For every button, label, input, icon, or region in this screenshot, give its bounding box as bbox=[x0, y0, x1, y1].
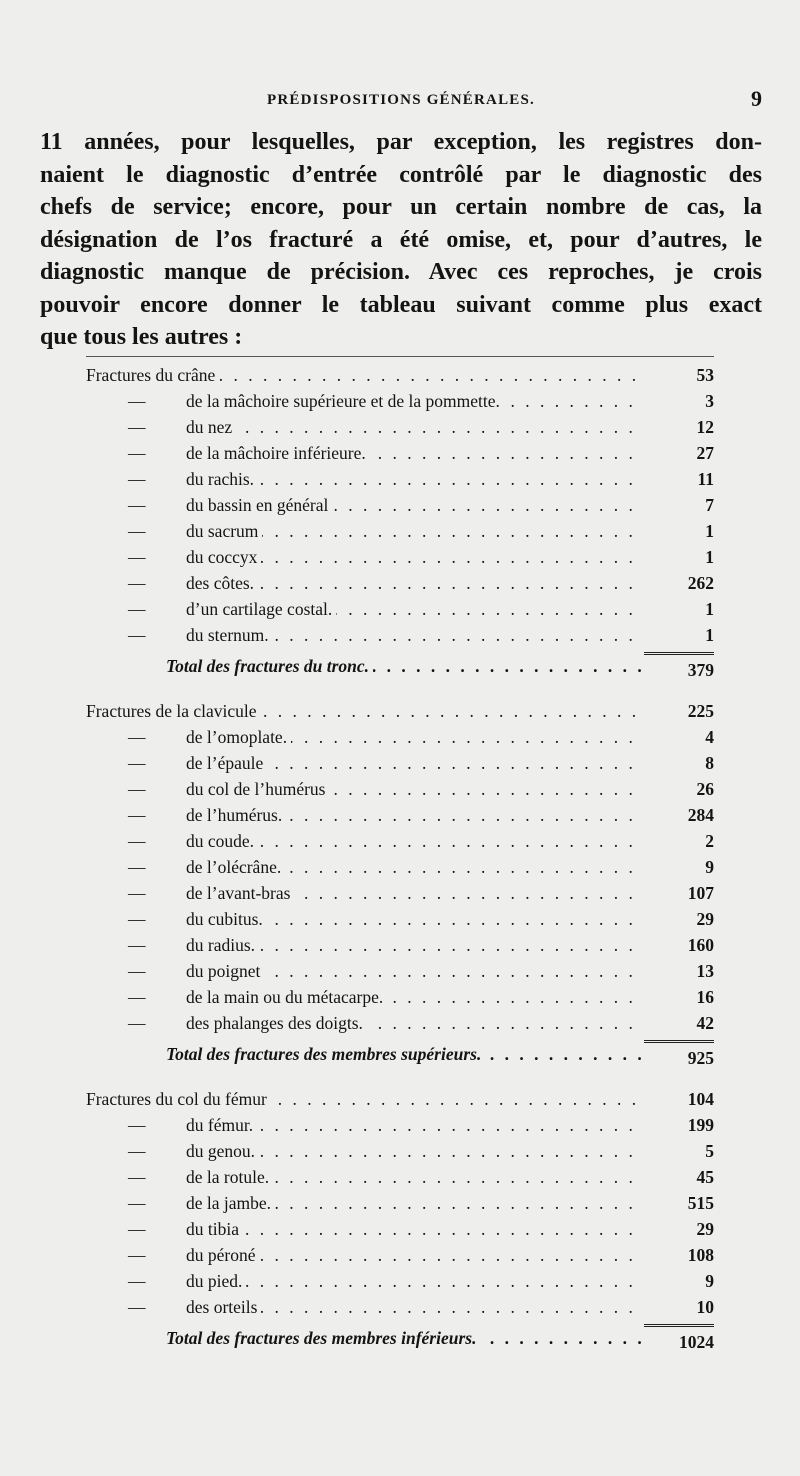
row-label-text: Fractures du col du fémur bbox=[86, 1089, 271, 1109]
table-row bbox=[86, 932, 714, 958]
row-label-text: Total des fractures des membres supérieurs. bbox=[166, 1044, 485, 1064]
section-gap bbox=[86, 690, 714, 698]
row-label-text: du genou. bbox=[186, 1141, 259, 1161]
row-label bbox=[186, 1190, 644, 1216]
table-row bbox=[86, 750, 714, 776]
table-row bbox=[86, 724, 714, 750]
dash-mark: — bbox=[128, 521, 146, 541]
intro-paragraph bbox=[40, 126, 762, 354]
row-label-text: du radius. bbox=[186, 935, 259, 955]
row-value: 515 bbox=[687, 1193, 714, 1213]
row-value: 1 bbox=[705, 599, 714, 619]
row-value: 108 bbox=[687, 1245, 714, 1265]
section-gap bbox=[86, 1078, 714, 1086]
row-value: 1 bbox=[705, 625, 714, 645]
row-label bbox=[186, 388, 644, 414]
table-row bbox=[86, 776, 714, 802]
table-row bbox=[86, 1164, 714, 1190]
row-label-text: du cubitus. bbox=[186, 909, 267, 929]
table-row bbox=[86, 466, 714, 492]
table-row bbox=[86, 828, 714, 854]
row-value: 3 bbox=[705, 391, 714, 411]
dash-mark: — bbox=[128, 1245, 146, 1265]
table-row bbox=[86, 1294, 714, 1320]
table-row bbox=[86, 802, 714, 828]
row-label bbox=[186, 854, 644, 880]
row-label-text: du pied. bbox=[186, 1271, 246, 1291]
dash-mark: — bbox=[128, 573, 146, 593]
row-value: 8 bbox=[705, 753, 714, 773]
row-value: 53 bbox=[696, 365, 714, 385]
row-label bbox=[186, 906, 644, 932]
row-label bbox=[186, 518, 644, 544]
row-label bbox=[186, 776, 644, 802]
dash-mark: — bbox=[128, 495, 146, 515]
total-row bbox=[86, 648, 714, 690]
total-row bbox=[86, 1320, 714, 1362]
row-label-text: du sternum. bbox=[186, 625, 273, 645]
dash-mark: — bbox=[128, 1013, 146, 1033]
table-row bbox=[86, 880, 714, 906]
dash-mark: — bbox=[128, 1141, 146, 1161]
row-value: 9 bbox=[705, 857, 714, 877]
row-label bbox=[186, 1164, 644, 1190]
row-label bbox=[186, 1138, 644, 1164]
row-label-text: du péroné bbox=[186, 1245, 260, 1265]
row-label bbox=[186, 622, 644, 648]
row-label-text: de la main ou du métacarpe. bbox=[186, 987, 387, 1007]
row-value: 225 bbox=[687, 701, 714, 721]
row-label-text: de la rotule. bbox=[186, 1167, 273, 1187]
table-row bbox=[86, 1112, 714, 1138]
row-label-text: de l’olécrâne. bbox=[186, 857, 285, 877]
row-label bbox=[186, 984, 644, 1010]
row-label bbox=[186, 492, 644, 518]
row-label-text: du tibia bbox=[186, 1219, 243, 1239]
table-section-superieurs bbox=[86, 698, 714, 1078]
table-row bbox=[86, 596, 714, 622]
dash-mark: — bbox=[128, 831, 146, 851]
table-row bbox=[86, 570, 714, 596]
row-label bbox=[186, 414, 644, 440]
row-label bbox=[186, 1242, 644, 1268]
dash-mark: — bbox=[128, 1115, 146, 1135]
row-label bbox=[186, 1010, 644, 1036]
table-row bbox=[86, 1216, 714, 1242]
row-value: 12 bbox=[696, 417, 714, 437]
paragraph-line: que tous les autres : bbox=[40, 324, 243, 350]
row-label-text: Fractures du crâne bbox=[86, 365, 219, 385]
row-label bbox=[186, 466, 644, 492]
dash-mark: — bbox=[128, 753, 146, 773]
dash-mark: — bbox=[128, 417, 146, 437]
total-row bbox=[86, 1036, 714, 1078]
paragraph-line: chefs de service; encore, pour un certain nombre de cas, la bbox=[40, 194, 762, 220]
dash-mark: — bbox=[128, 1219, 146, 1239]
row-label bbox=[186, 544, 644, 570]
dash-mark: — bbox=[128, 805, 146, 825]
group-head-row bbox=[86, 698, 714, 724]
row-label bbox=[186, 1216, 644, 1242]
table-row bbox=[86, 518, 714, 544]
table-section-tronc bbox=[86, 362, 714, 690]
paragraph-line: naient le diagnostic d’entrée contrôlé par le diagnostic des bbox=[40, 161, 762, 188]
row-label-text: de l’humérus. bbox=[186, 805, 286, 825]
row-value: 11 bbox=[697, 469, 714, 489]
dash-mark: — bbox=[128, 1297, 146, 1317]
row-label bbox=[166, 648, 644, 684]
row-value: 262 bbox=[687, 573, 714, 593]
table-row bbox=[86, 544, 714, 570]
row-label bbox=[186, 1268, 644, 1294]
table-row bbox=[86, 414, 714, 440]
table-row bbox=[86, 906, 714, 932]
row-label bbox=[186, 596, 644, 622]
dash-mark: — bbox=[128, 1193, 146, 1213]
row-label-text: d’un cartilage costal. bbox=[186, 599, 336, 619]
dash-mark: — bbox=[128, 599, 146, 619]
fracture-table bbox=[86, 362, 714, 1362]
dash-mark: — bbox=[128, 987, 146, 1007]
row-value: 10 bbox=[696, 1297, 714, 1317]
row-label bbox=[186, 958, 644, 984]
row-label-text: du rachis. bbox=[186, 469, 258, 489]
dash-mark: — bbox=[128, 857, 146, 877]
table-row bbox=[86, 854, 714, 880]
paragraph-line: diagnostic manque de précision. Avec ces reproches, je crois bbox=[40, 259, 762, 285]
paragraph-line: 11 années, pour lesquelles, par exception, les registres don- bbox=[40, 129, 762, 155]
row-label bbox=[166, 1036, 644, 1072]
table-row bbox=[86, 984, 714, 1010]
row-value: 160 bbox=[687, 935, 714, 955]
row-label-text: du poignet bbox=[186, 961, 264, 981]
row-label bbox=[186, 750, 644, 776]
table-row bbox=[86, 1138, 714, 1164]
row-label-text: de la mâchoire inférieure. bbox=[186, 443, 370, 463]
row-label-text: du bassin en général bbox=[186, 495, 332, 515]
row-label-text: du coccyx bbox=[186, 547, 261, 567]
row-label bbox=[186, 1112, 644, 1138]
group-head-row bbox=[86, 1086, 714, 1112]
row-label bbox=[86, 1086, 644, 1112]
row-value: 284 bbox=[687, 805, 714, 825]
row-label bbox=[86, 698, 644, 724]
row-value: 13 bbox=[696, 961, 714, 981]
row-label-text: du fémur. bbox=[186, 1115, 257, 1135]
row-value: 1 bbox=[705, 547, 714, 567]
row-label-text: du col de l’humérus bbox=[186, 779, 329, 799]
dash-mark: — bbox=[128, 883, 146, 903]
dash-mark: — bbox=[128, 547, 146, 567]
group-head-row bbox=[86, 362, 714, 388]
row-label bbox=[86, 362, 644, 388]
row-label-text: du nez bbox=[186, 417, 236, 437]
row-value: 4 bbox=[705, 727, 714, 747]
row-label-text: de la jambe. bbox=[186, 1193, 275, 1213]
dash-mark: — bbox=[128, 1167, 146, 1187]
dash-mark: — bbox=[128, 961, 146, 981]
row-label-text: des côtes. bbox=[186, 573, 258, 593]
running-head: PRÉDISPOSITIONS GÉNÉRALES. bbox=[267, 92, 535, 108]
row-value: 1024 bbox=[644, 1324, 714, 1357]
row-label bbox=[186, 828, 644, 854]
row-label bbox=[186, 1294, 644, 1320]
table-row bbox=[86, 492, 714, 518]
row-label-text: de l’omoplate. bbox=[186, 727, 291, 747]
dash-mark: — bbox=[128, 469, 146, 489]
row-label-text: de l’avant-bras bbox=[186, 883, 294, 903]
row-label bbox=[186, 932, 644, 958]
row-label bbox=[166, 1320, 644, 1356]
row-value: 107 bbox=[687, 883, 714, 903]
row-label bbox=[186, 724, 644, 750]
page-number: 9 bbox=[751, 86, 762, 111]
row-label-text: de la mâchoire supérieure et de la pommette. bbox=[186, 391, 504, 411]
table-row bbox=[86, 1190, 714, 1216]
row-label-text: Total des fractures du tronc. bbox=[166, 656, 373, 676]
table-section-inferieurs bbox=[86, 1086, 714, 1362]
row-value: 199 bbox=[687, 1115, 714, 1135]
row-label-text: du sacrum bbox=[186, 521, 262, 541]
table-row bbox=[86, 958, 714, 984]
row-label bbox=[186, 880, 644, 906]
dash-mark: — bbox=[128, 727, 146, 747]
row-value: 7 bbox=[705, 495, 714, 515]
row-label bbox=[186, 802, 644, 828]
table-row bbox=[86, 440, 714, 466]
row-label bbox=[186, 440, 644, 466]
row-label-text: de l’épaule bbox=[186, 753, 267, 773]
row-label-text: Total des fractures des membres inférieurs. bbox=[166, 1328, 480, 1348]
dash-mark: — bbox=[128, 935, 146, 955]
dash-mark: — bbox=[128, 443, 146, 463]
page-header bbox=[40, 86, 762, 116]
row-value: 29 bbox=[696, 909, 714, 929]
row-value: 2 bbox=[705, 831, 714, 851]
dash-mark: — bbox=[128, 779, 146, 799]
row-label bbox=[186, 570, 644, 596]
dash-mark: — bbox=[128, 391, 146, 411]
row-value: 1 bbox=[705, 521, 714, 541]
row-value: 45 bbox=[696, 1167, 714, 1187]
row-value: 16 bbox=[696, 987, 714, 1007]
row-label-text: des orteils bbox=[186, 1297, 261, 1317]
row-label-text: des phalanges des doigts. bbox=[186, 1013, 367, 1033]
table-top-rule bbox=[86, 356, 714, 357]
table-row bbox=[86, 1268, 714, 1294]
paragraph-line: pouvoir encore donner le tableau suivant comme plus exact bbox=[40, 291, 762, 318]
row-label-text: Fractures de la clavicule bbox=[86, 701, 261, 721]
row-value: 379 bbox=[644, 652, 714, 685]
table-row bbox=[86, 1010, 714, 1036]
table-row bbox=[86, 622, 714, 648]
dash-mark: — bbox=[128, 909, 146, 929]
row-value: 9 bbox=[705, 1271, 714, 1291]
row-value: 104 bbox=[687, 1089, 714, 1109]
table-row bbox=[86, 1242, 714, 1268]
row-value: 5 bbox=[705, 1141, 714, 1161]
row-value: 26 bbox=[696, 779, 714, 799]
row-value: 27 bbox=[696, 443, 714, 463]
row-label-text: du coude. bbox=[186, 831, 258, 851]
table-row bbox=[86, 388, 714, 414]
row-value: 925 bbox=[644, 1040, 714, 1073]
row-value: 29 bbox=[696, 1219, 714, 1239]
dash-mark: — bbox=[128, 1271, 146, 1291]
row-value: 42 bbox=[696, 1013, 714, 1033]
dash-mark: — bbox=[128, 625, 146, 645]
paragraph-line: désignation de l’os fracturé a été omise, et, pour d’autres, le bbox=[40, 226, 762, 253]
